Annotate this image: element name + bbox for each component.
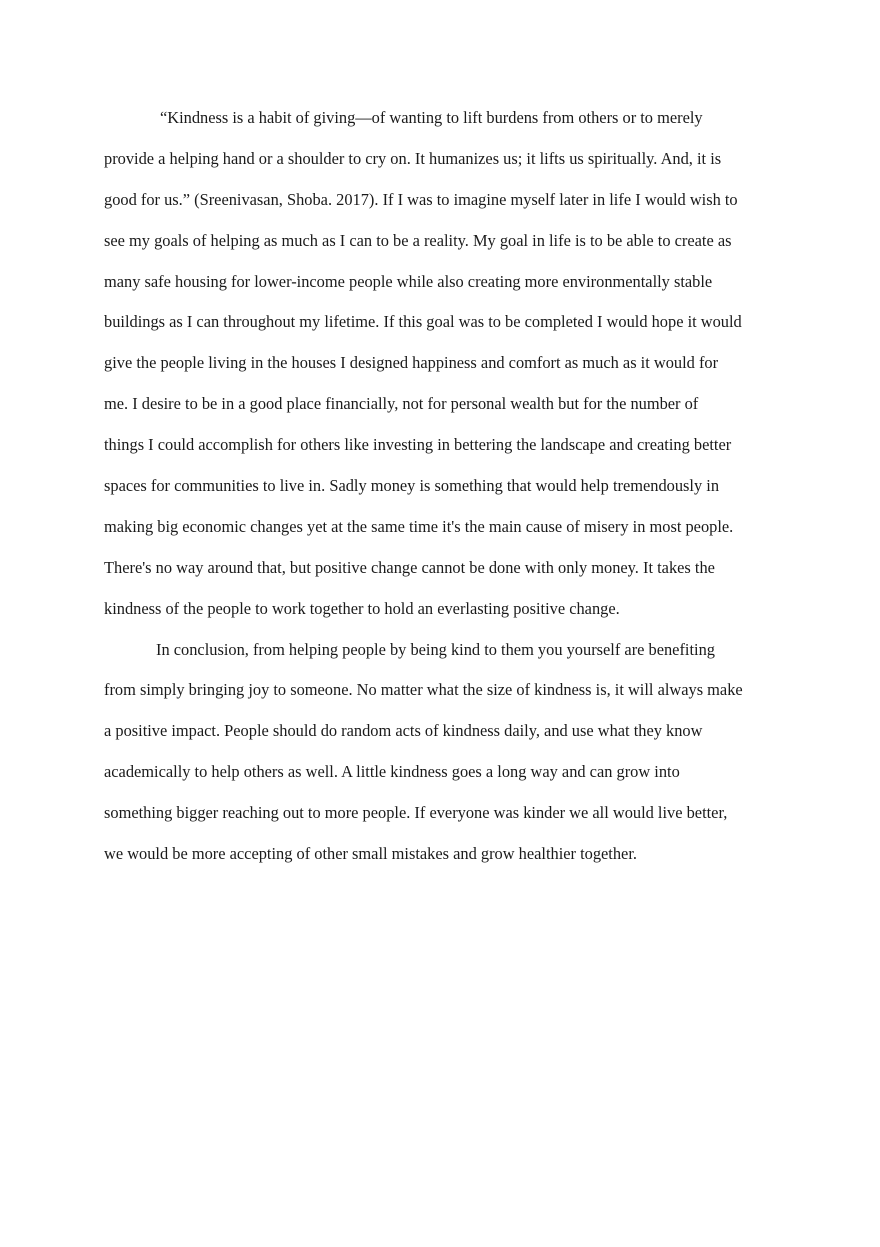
text-line: buildings as I can throughout my lifetime. If this goal was to be completed I would hope it would [104, 312, 742, 332]
text-line: making big economic changes yet at the same time it's the main cause of misery in most people. [104, 516, 734, 536]
text-line: me. I desire to be in a good place financially, not for personal wealth but for the number of [104, 394, 699, 414]
text-line: “Kindness is a habit of giving—of wanting to lift burdens from others or to merely [160, 108, 703, 127]
text-line: we would be more accepting of other small mistakes and grow healthier together. [104, 844, 637, 864]
paragraph-conclusion [104, 630, 780, 875]
text-line: academically to help others as well. A little kindness goes a long way and can grow into [104, 762, 680, 782]
text-line: many safe housing for lower-income people while also creating more environmentally stable [104, 271, 713, 291]
text-line: spaces for communities to live in. Sadly money is something that would help tremendously in [104, 476, 720, 496]
text-line: good for us.” (Sreenivasan, Shoba. 2017). If I was to imagine myself later in life I would wish to [104, 189, 738, 209]
text-line: kindness of the people to work together to hold an everlasting positive change. [104, 598, 620, 618]
text-line: give the people living in the houses I designed happiness and comfort as much as it would for [104, 353, 719, 373]
text-line: There's no way around that, but positive change cannot be done with only money. It takes the [104, 557, 715, 577]
text-line: from simply bringing joy to someone. No matter what the size of kindness is, it will always make [104, 680, 743, 700]
text-line: provide a helping hand or a shoulder to cry on. It humanizes us; it lifts us spiritually. And, it is [104, 148, 722, 168]
text-line: something bigger reaching out to more people. If everyone was kinder we all would live better, [104, 803, 728, 823]
text-line: a positive impact. People should do random acts of kindness daily, and use what they know [104, 721, 703, 741]
document-body [104, 98, 780, 875]
paragraph-kindness-goals [104, 98, 780, 630]
text-line: things I could accomplish for others like investing in bettering the landscape and creating better [104, 435, 732, 455]
text-line: see my goals of helping as much as I can to be a reality. My goal in life is to be able to create as [104, 230, 732, 250]
text-line: In conclusion, from helping people by being kind to them you yourself are benefiting [156, 639, 715, 659]
